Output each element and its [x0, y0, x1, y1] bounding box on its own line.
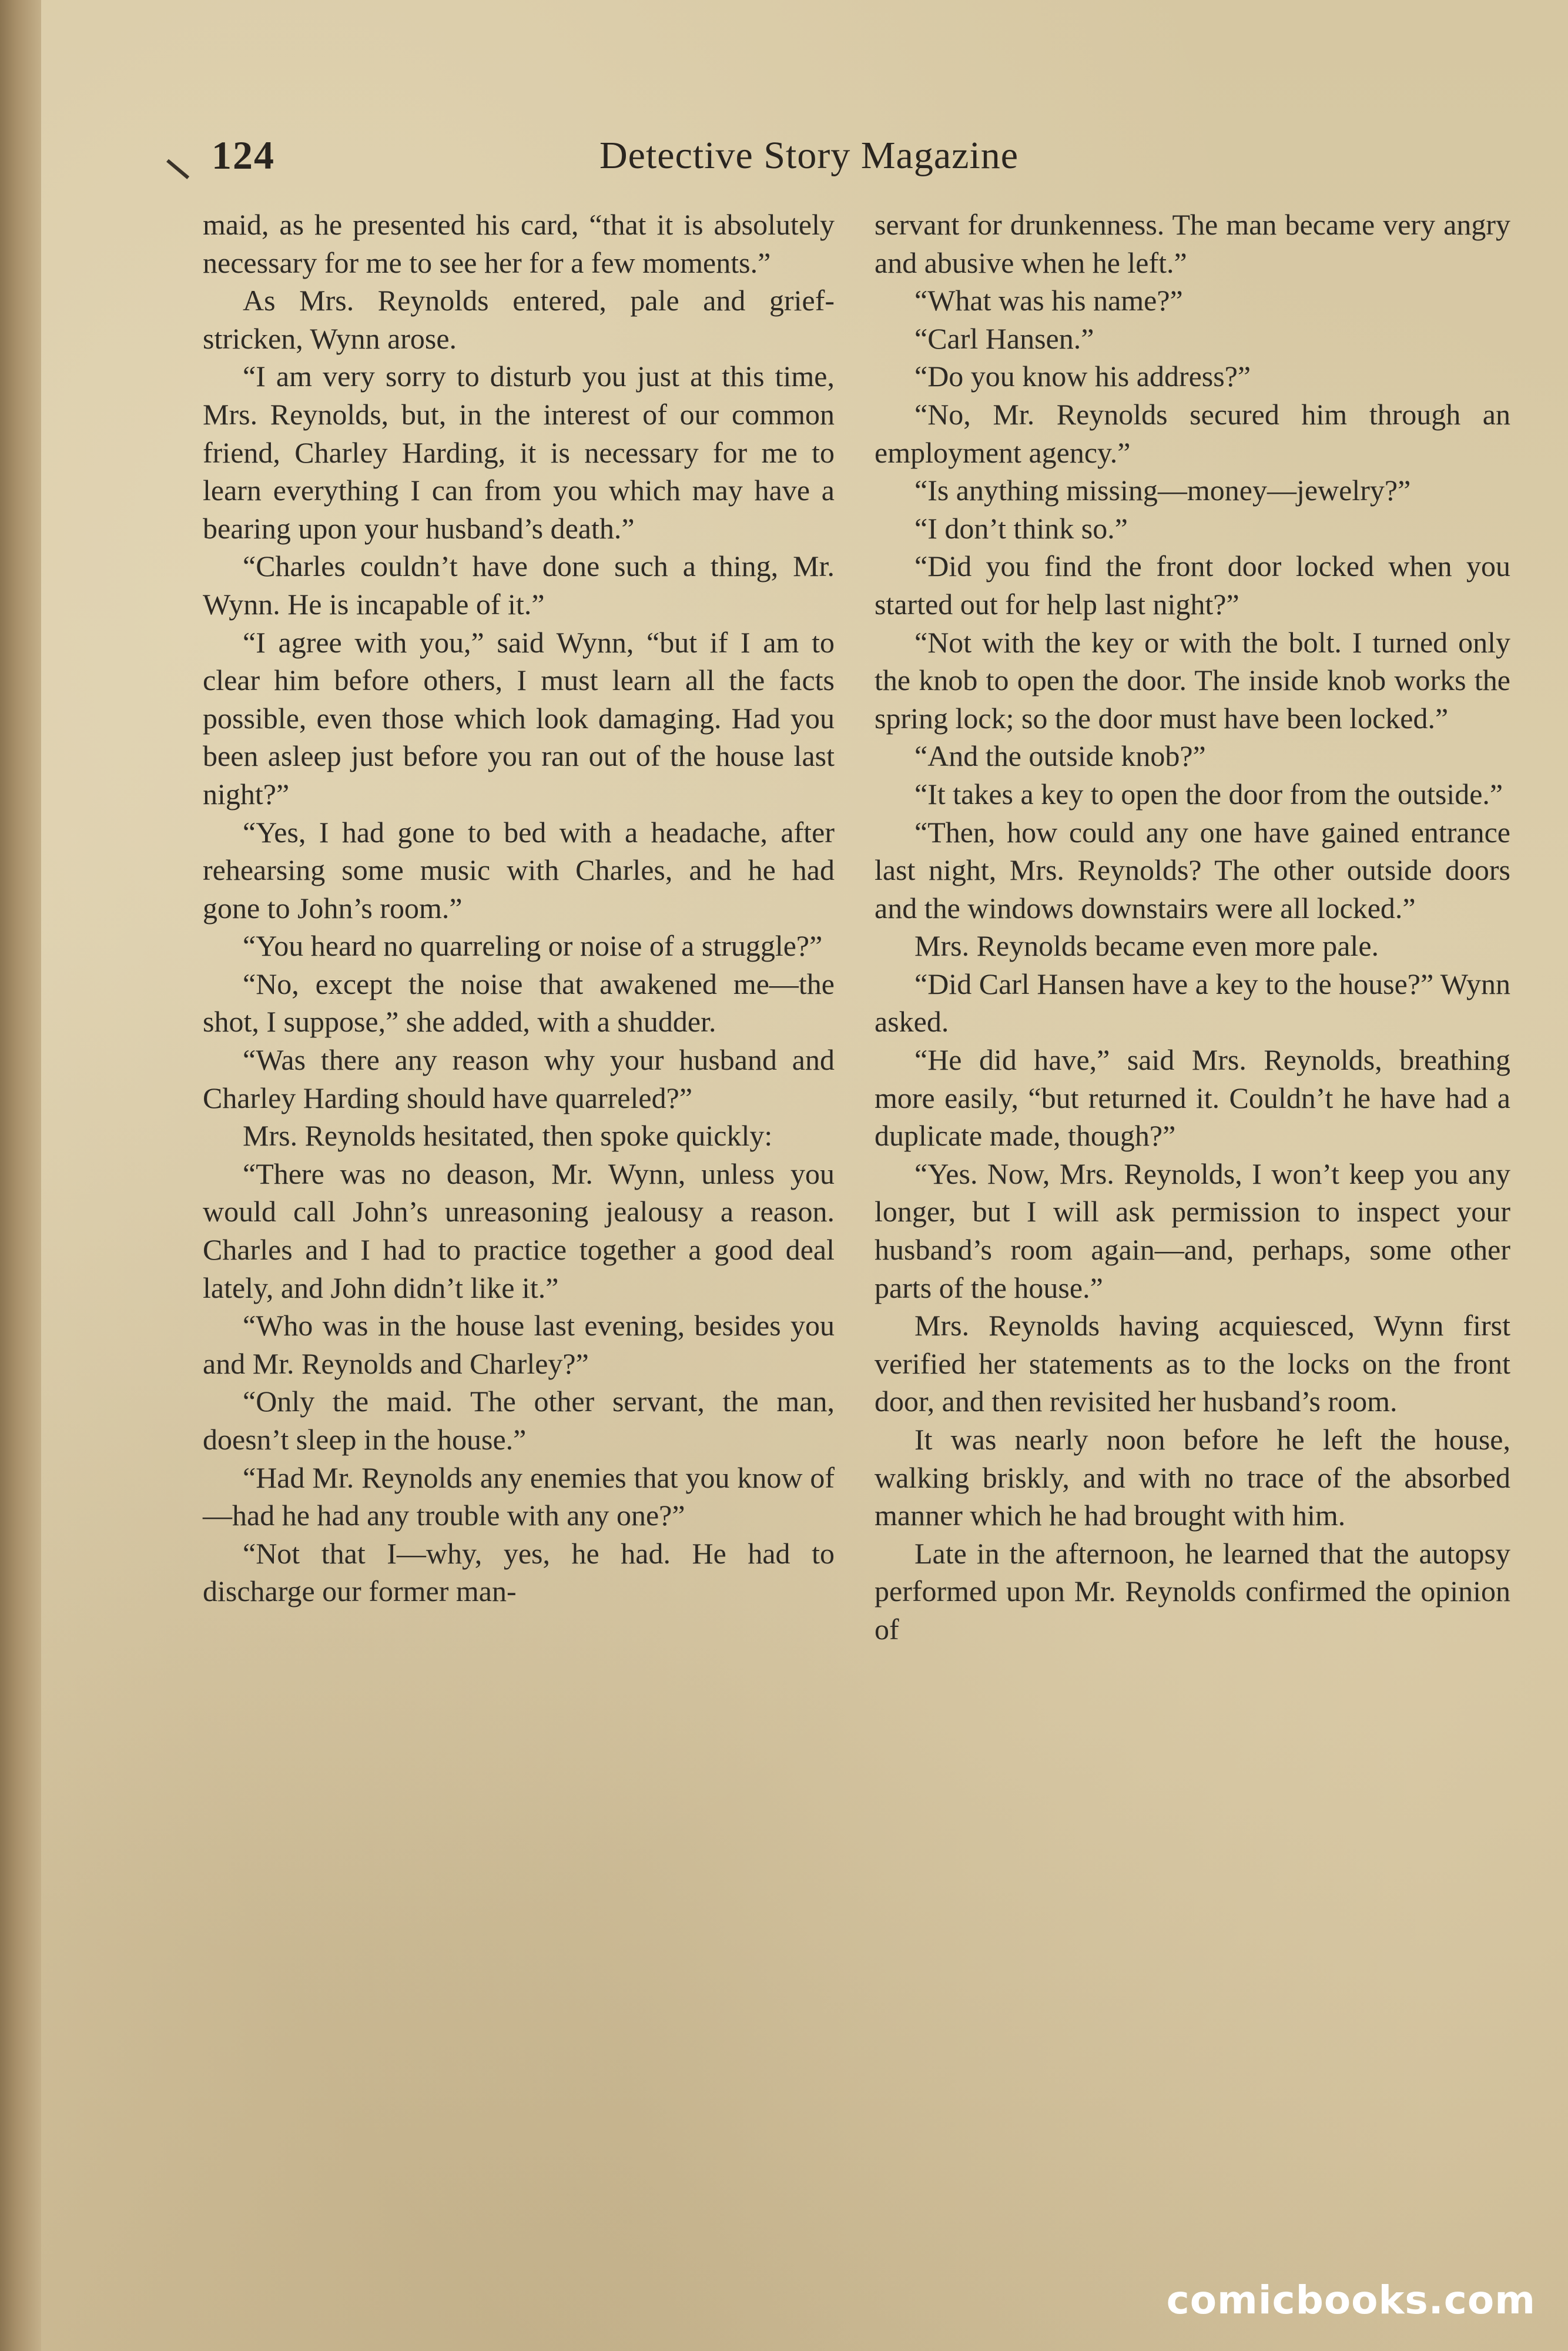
paragraph: “Is anything missing—money—jewelry?”	[914, 474, 1411, 507]
paragraph: “No, Mr. Reynolds secured him through an employment agency.”	[875, 397, 1510, 469]
paragraph: “Had Mr. Reynolds any enemies that you know of—had he had any trouble with any one?”	[203, 1461, 835, 1532]
page-binding-edge	[0, 0, 41, 2351]
paragraph: “I am very sorry to disturb you just at this time, Mrs. Reynolds, but, in the interest of our common friend, Charley Harding, it is necessary for me to learn everything I can from you which may have a bearing upon your husband’s death.”	[203, 360, 835, 545]
paragraph: “Do you know his address?”	[914, 360, 1251, 393]
paragraph: “And the outside knob?”	[914, 739, 1206, 773]
running-title: Detective Story Magazine	[599, 134, 1019, 177]
right-column	[875, 206, 1510, 1649]
paragraph: Mrs. Reynolds hesitated, then spoke quickly:	[243, 1119, 773, 1153]
paragraph: “I agree with you,” said Wynn, “but if I am to clear him before others, I must learn all the facts possible, even those which look damaging. Had you been asleep just before you ran out of the house last night?”	[203, 625, 835, 811]
paragraph: “Not with the key or with the bolt. I turned only the knob to open the door. The inside knob works the spring lock; so the door must have been locked.”	[875, 625, 1510, 735]
paragraph: “Not that I—why, yes, he had. He had to discharge our former man-	[203, 1536, 835, 1608]
paragraph: “Was there any reason why your husband and Charley Harding should have quarreled?”	[203, 1043, 835, 1114]
paragraph: “No, except the noise that awakened me—the shot, I suppose,” she added, with a shudder.	[203, 967, 835, 1039]
paragraph: “Then, how could any one have gained entrance last night, Mrs. Reynolds? The other outside doors and the windows downstairs were all locked.”	[875, 815, 1510, 925]
paragraph: maid, as he presented his card, “that it is absolutely necessary for me to see her for a few moments.”	[203, 208, 835, 279]
paragraph: “Yes, I had gone to bed with a headache, after rehearsing some music with Charles, and he had gone to John’s room.”	[203, 815, 835, 925]
paragraph: “It takes a key to open the door from the outside.”	[914, 777, 1503, 811]
paragraph: Mrs. Reynolds having acquiesced, Wynn first verified her statements as to the locks on the front door, and then revisited her husband’s room.	[875, 1309, 1510, 1418]
paragraph: servant for drunkenness. The man became very angry and abusive when he left.”	[875, 208, 1510, 279]
paragraph: “I don’t think so.”	[914, 511, 1128, 545]
paragraph: “Did you find the front door locked when you started out for help last night?”	[875, 550, 1510, 621]
paragraph: “Who was in the house last evening, besides you and Mr. Reynolds and Charley?”	[203, 1309, 835, 1380]
paragraph: “Carl Hansen.”	[914, 321, 1094, 355]
paragraph: “Yes. Now, Mrs. Reynolds, I won’t keep you any longer, but I will ask permission to inspect your husband’s room again—and, perhaps, some other parts of the house.”	[875, 1157, 1510, 1304]
paragraph: “Charles couldn’t have done such a thing, Mr. Wynn. He is incapable of it.”	[203, 550, 835, 621]
paragraph: “What was his name?”	[914, 284, 1183, 317]
paragraph: Late in the afternoon, he learned that the autopsy performed upon Mr. Reynolds confirmed the opinion of	[875, 1536, 1510, 1646]
paragraph: It was nearly noon before he left the house, walking briskly, and with no trace of the absorbed manner which he had brought with him.	[875, 1423, 1510, 1532]
paragraph: “He did have,” said Mrs. Reynolds, breathing more easily, “but returned it. Couldn’t he have had a duplicate made, though?”	[875, 1043, 1510, 1153]
paragraph: As Mrs. Reynolds entered, pale and grief-stricken, Wynn arose.	[203, 284, 835, 355]
left-column	[203, 206, 835, 1610]
page-number: 124	[212, 133, 275, 178]
paragraph: “Only the maid. The other servant, the man, doesn’t sleep in the house.”	[203, 1385, 835, 1456]
pencil-mark	[166, 159, 189, 179]
paragraph: “Did Carl Hansen have a key to the house?” Wynn asked.	[875, 967, 1510, 1039]
page-header	[212, 132, 1093, 197]
paragraph: Mrs. Reynolds became even more pale.	[914, 929, 1379, 963]
site-watermark: comicbooks.com	[1166, 2278, 1536, 2323]
paragraph: “There was no deason, Mr. Wynn, unless you would call John’s unreasoning jealousy a reason. Charles and I had to practice together a good deal lately, and John didn’t like it.”	[203, 1157, 835, 1304]
paragraph: “You heard no quarreling or noise of a struggle?”	[243, 929, 823, 963]
